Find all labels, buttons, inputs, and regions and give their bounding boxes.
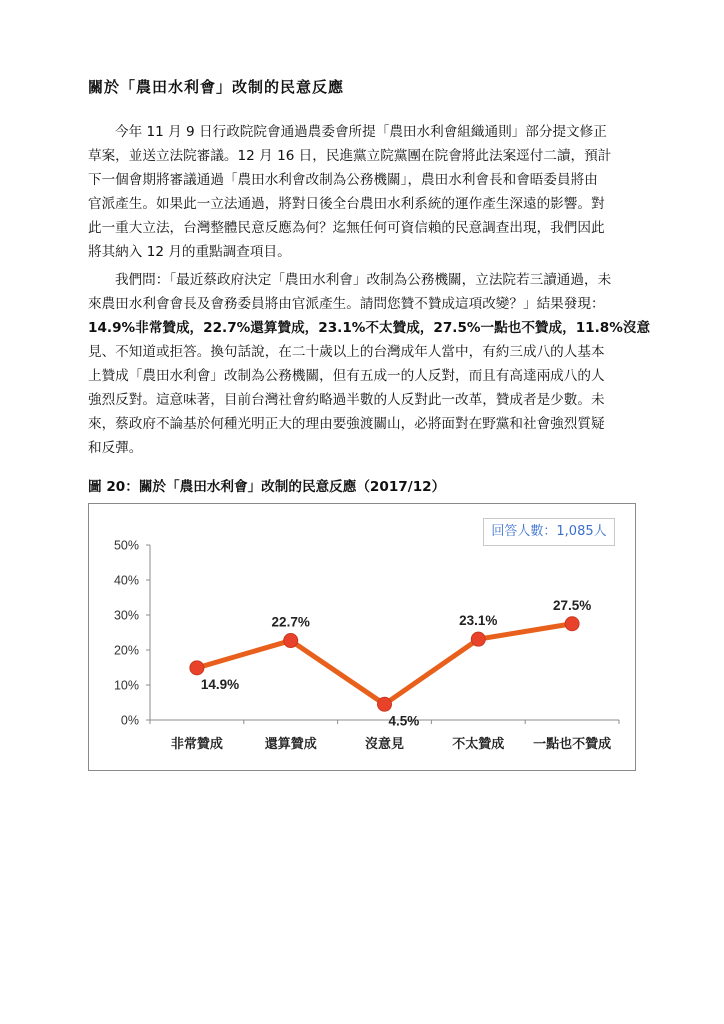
- x-category-label: 不太贊成: [452, 737, 505, 752]
- data-value-label: 23.1%: [459, 613, 498, 629]
- paragraph-line: 下一個會期將審議通過「農田水利會改制為公務機關」，農田水利會長和會晤委員將由: [88, 172, 598, 188]
- paragraph-line: 來，蔡政府不論基於何種光明正大的理由要強渡關山，必將面對在野黨和社會強烈質疑: [88, 416, 605, 432]
- x-category-label: 一點也不贊成: [533, 737, 612, 752]
- chart-container: [88, 503, 636, 771]
- data-value-label: 14.9%: [200, 676, 240, 692]
- y-tick-label: 30%: [113, 608, 139, 623]
- paragraph-line: 見、不知道或拒答。換句話說，在二十歲以上的台灣成年人當中，有約三成八的人基本: [88, 344, 605, 360]
- data-point-marker: [471, 632, 485, 646]
- y-tick-label: 50%: [113, 538, 139, 553]
- data-value-label: 27.5%: [552, 597, 592, 613]
- respondents-badge: 回答人數：1,085人: [483, 518, 615, 546]
- paragraph-line: 今年 11 月 9 日行政院院會通過農委會所提「農田水利會組織通則」部分提文修正: [115, 124, 607, 140]
- paragraph-line: 強烈反對。這意味著，目前台灣社會約略過半數的人反對此一改革，贊成者是少數。未: [88, 392, 605, 408]
- paragraph-line: 我們問：「最近蔡政府決定「農田水利會」改制為公務機關，立法院若三讀通過，未: [115, 272, 612, 288]
- data-point-marker: [565, 617, 579, 631]
- paragraph-line: 上贊成「農田水利會」改制為公務機關，但有五成一的人反對，而且有高達兩成八的人: [88, 368, 605, 384]
- x-category-label: 沒意見: [364, 737, 405, 752]
- series-line: [197, 624, 572, 705]
- data-point-marker: [378, 697, 392, 711]
- y-tick-label: 10%: [113, 678, 139, 693]
- data-value-label: 4.5%: [388, 713, 420, 729]
- paragraph-line: 將其納入 12 月的重點調查項目。: [88, 244, 291, 260]
- y-tick-label: 0%: [120, 713, 139, 728]
- survey-paragraph: [88, 268, 651, 460]
- y-tick-label: 40%: [113, 573, 139, 588]
- paragraph-line: 來農田水利會會長及會務委員將由官派產生。請問您贊不贊成這項改變？」結果發現：: [88, 296, 605, 312]
- paragraph-line: 和反彈。: [88, 440, 143, 456]
- y-tick-label: 20%: [113, 643, 139, 658]
- data-point-marker: [190, 661, 204, 675]
- data-point-marker: [284, 634, 298, 648]
- x-category-label: 還算贊成: [264, 737, 317, 752]
- paragraph-line-results: 14.9%非常贊成，22.7%還算贊成，23.1%不太贊成，27.5%一點也不贊成，11.8%沒意: [88, 320, 651, 336]
- figure-caption: 圖 20：關於「農田水利會」改制的民意反應（2017/12）: [88, 479, 446, 495]
- paragraph-line: 官派產生。如果此一立法通過，將對日後全台農田水利系統的運作產生深遠的影響。對: [88, 196, 605, 212]
- data-value-label: 22.7%: [271, 614, 310, 630]
- intro-paragraph: [88, 120, 636, 264]
- paragraph-line: 草案，並送立法院審議。12 月 16 日，民進黨立院黨團在院會將此法案逕付二讀，預計: [88, 148, 612, 164]
- page-heading: 關於「農田水利會」改制的民意反應: [88, 78, 345, 96]
- x-category-label: 非常贊成: [170, 737, 223, 752]
- paragraph-line: 此一重大立法，台灣整體民意反應為何？迄無任何可資信賴的民意調查出現，我們因此: [88, 220, 605, 236]
